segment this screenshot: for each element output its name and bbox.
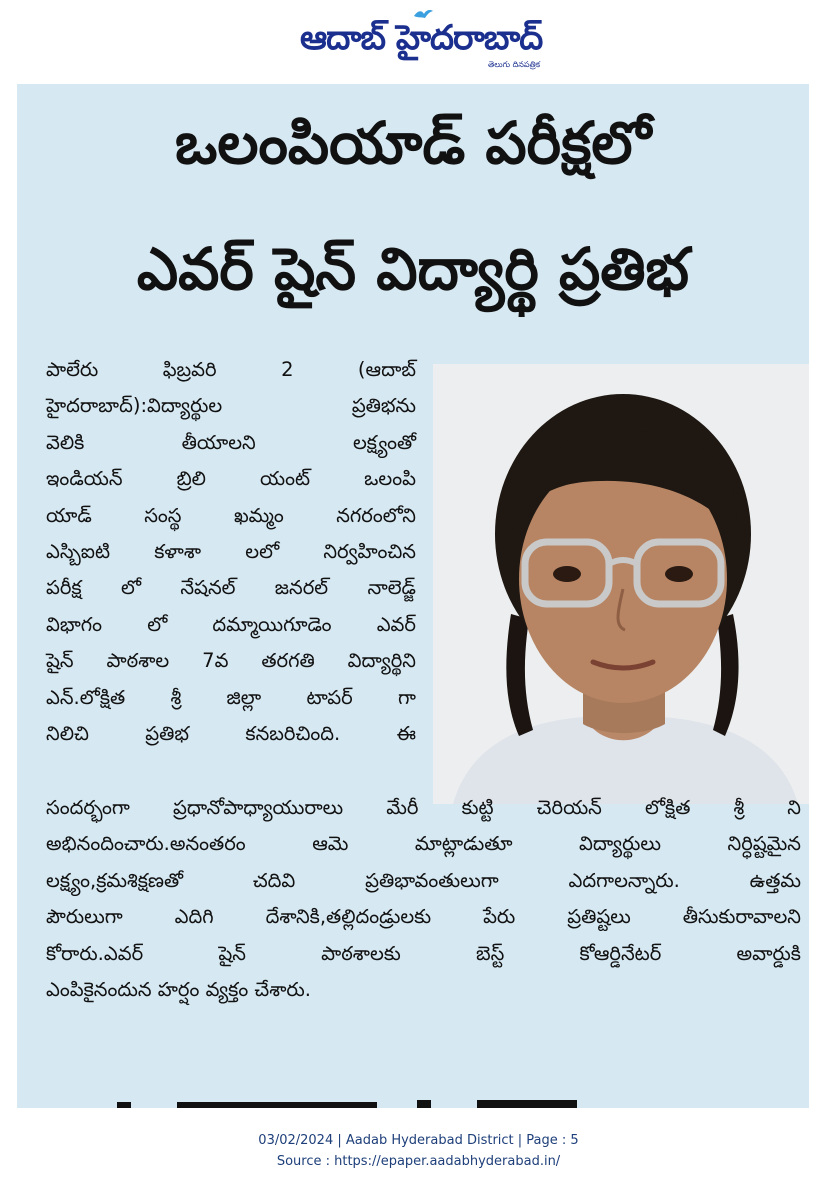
article-line: షైన్ పాఠశాల 7వ తరగతి విద్యార్థిని (46, 649, 416, 673)
student-portrait-illustration (433, 364, 809, 804)
footer-source: Source : https://epaper.aadabhyderabad.in/ (276, 1154, 561, 1169)
article-line: అభినందించారు.అనంతరం ఆమె మాట్లాడుతూ విద్యార్థులు నిర్ధిష్టమైన (46, 832, 801, 856)
page-footer (0, 1130, 837, 1172)
student-photo (433, 364, 809, 804)
newspaper-logo (300, 10, 543, 69)
logo-text: ఆదాబ్ హైదరాబాద్ (300, 18, 543, 58)
article-line: పరీక్ష లో నేషనల్ జనరల్ నాలెడ్జ్ (46, 576, 416, 600)
article-line: ఎంపికైనందున హర్షం వ్యక్తం చేశారు. (46, 978, 311, 1002)
footer-edition-info: 03/02/2024 | Aadab Hyderabad District | Page : 5 (258, 1133, 579, 1148)
article-line: వెలికి తీయాలని లక్ష్యంతో (46, 430, 416, 454)
article-line: ఎన్.లోక్షిత శ్రీ జిల్లా టాపర్ గా (46, 685, 416, 709)
article-line: లక్ష్యం,క్రమశిక్షణతో చదివి ప్రతిభావంతులుగా ఎదగాలన్నారు. ఉత్తమ (46, 868, 801, 892)
article-line: పౌరులుగా ఎదిగి దేశానికి,తల్లిదండ్రులకు పేరు ప్రతిష్టలు తీసుకురావాలని (46, 905, 801, 929)
article-line: యాడ్ సంస్థ ఖమ్మం నగరంలోని (46, 503, 416, 527)
article-line: హైదరాబాద్):విద్యార్థుల ప్రతిభను (46, 394, 416, 418)
article-column-text (46, 352, 416, 752)
article-line: నిలిచి ప్రతిభ కనబరిచింది. ఈ (46, 722, 416, 746)
article-panel (17, 84, 809, 1108)
logo-tagline: తెలుగు దినపత్రిక (487, 60, 540, 69)
article-full-width-text (46, 790, 801, 1008)
article-line: కోరారు.ఎవర్ షైన్ పాఠశాలకు బెస్ట్ కోఆర్డినేటర్ అవార్డుకి (46, 941, 801, 965)
article-line: విభాగం లో దమ్మాయిగూడెం ఎవర్ (46, 612, 416, 636)
masthead (0, 0, 837, 84)
article-line: ఎస్బిఐటి కళాశా లలో నిర్వహించిన (46, 540, 416, 564)
headline-line-1: ఒలంపియాడ్ పరీక్షలో (174, 109, 652, 177)
headline-line-2: ఎవర్ షైన్ విద్యార్థి ప్రతిభ (136, 235, 690, 303)
article-line: పాలేరు ఫిబ్రవరి 2 (ఆదాబ్ (46, 358, 416, 381)
cropped-next-article-text (117, 1092, 597, 1108)
article-line: సందర్భంగా ప్రధానోపాధ్యాయురాలు మేరీ కుట్టి చెరియన్ లోక్షిత శ్రీ ని (46, 796, 801, 819)
article-line: ఇండియన్ బ్రిలి యంట్ ఒలంపి (46, 467, 416, 491)
